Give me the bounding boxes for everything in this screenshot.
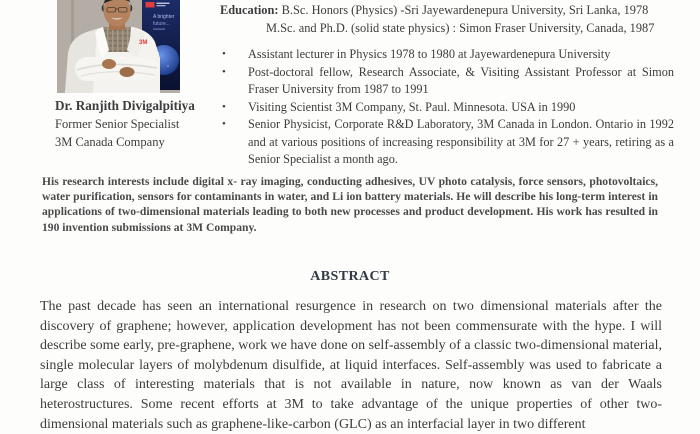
speaker-photo-illustration bbox=[57, 0, 180, 93]
research-interests-paragraph: His research interests include digital x- ray imaging, conducting adhesives, UV photo catalysis, force sensors, photovoltaics, water purification, sensors for contaminants in water, and Li ion battery materials. He will describe his long-term interest in applications of two-dimensional materials leading to both new processes and product development. His work has resulted in 190 invention submissions at 3M Company. bbox=[42, 175, 658, 234]
speaker-name: Dr. Ranjith Divigalpitiya bbox=[55, 98, 195, 113]
abstract-heading: ABSTRACT bbox=[310, 269, 390, 284]
hand bbox=[120, 67, 135, 77]
photo-caption bbox=[55, 97, 240, 151]
poster-logo bbox=[146, 2, 155, 8]
poster-text-line2: future... bbox=[153, 21, 170, 27]
career-bullet-list bbox=[222, 46, 674, 169]
coat-3m-logo: 3M bbox=[139, 40, 148, 46]
career-bullet-text: Visiting Scientist 3M Company, St. Paul. Minnesota. USA in 1990 bbox=[248, 99, 576, 114]
education-degree1: B.Sc. Honors (Physics) -Sri Jayewardenepura University, Sri Lanka, 1978 bbox=[281, 3, 649, 17]
speaker-photo bbox=[57, 0, 180, 93]
crossed-arms bbox=[75, 57, 159, 81]
bullet-dot: • bbox=[222, 48, 226, 60]
career-bullet bbox=[222, 64, 674, 99]
career-bullet-text: Assistant lecturer in Physics 1978 to 1980 at Jayewardenepura University bbox=[248, 47, 611, 61]
career-bullet bbox=[222, 116, 674, 169]
career-bullet bbox=[222, 46, 674, 64]
career-bullet-text: Post-doctoral fellow, Research Associate, & Visiting Assistant Professor at Simon Fraser University from 1987 to 1991 bbox=[248, 64, 674, 96]
bullet-dot: • bbox=[222, 65, 226, 78]
education-label: Education: bbox=[220, 3, 279, 17]
bullet-dot: • bbox=[222, 100, 226, 113]
bullet-dot: • bbox=[222, 118, 226, 130]
education-degree2: M.Sc. and Ph.D. (solid state physics) : Simon Fraser University, Canada, 1987 bbox=[266, 21, 655, 35]
speaker-title-line2: 3M Canada Company bbox=[55, 135, 165, 149]
speaker-title-line1: Former Senior Specialist bbox=[55, 117, 180, 131]
career-bullet bbox=[222, 99, 674, 117]
poster-text-line1: A brighter bbox=[153, 14, 175, 20]
career-bullet-text: Senior Physicist, Corporate R&D Laboratory, 3M Canada in London. Ontario in 1992 and at various positions of increasing responsibility at 3M for 27 + years, retiring as a Senior Specialist a month ago. bbox=[248, 117, 674, 166]
abstract-body: The past decade has seen an international resurgence in research on two dimensional materials after the discovery of graphene; however, application development has not been commensurate with the hype. I will describe some early, pre-graphene, work we have done on self-assembly of a classic two-dimensional material, single molecular layers of molybdenum disulfide, at liquid interfaces. Self-assembly was used to fabricate a large class of interesting materials that is not available in nature, now known as van der Waals heterostructures. Some recent efforts at 3M to take advantage of the unique properties of other two-dimensional materials such as graphene-like-carbon (GLC) as an interfacial layer in two different bbox=[40, 299, 662, 432]
education-block bbox=[220, 1, 698, 37]
hand bbox=[102, 59, 116, 69]
education-line1 bbox=[220, 1, 698, 19]
